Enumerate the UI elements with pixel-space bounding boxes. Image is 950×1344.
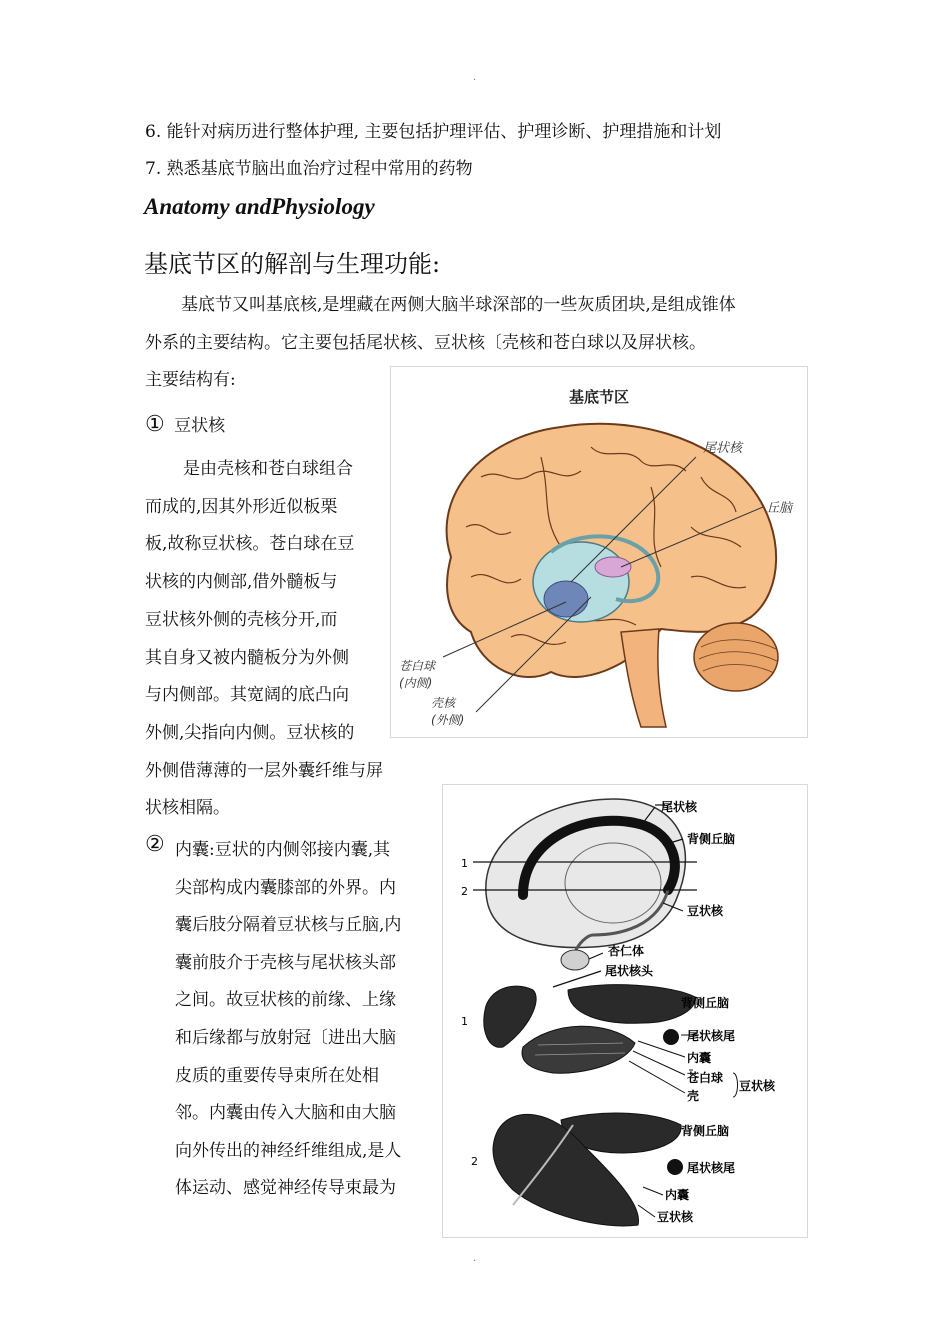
sections-illustration	[443, 785, 807, 1237]
item-1-heading	[145, 411, 225, 437]
item-1-line: 板,故称豆状核。苍白球在豆	[145, 534, 355, 555]
top-page-dot: .	[473, 72, 477, 83]
thalamus-shape	[595, 557, 631, 577]
label-dorsal-thalamus-b: 背侧丘脑	[681, 996, 730, 1010]
label-caudate-tail-c: 尾状核尾	[687, 1161, 736, 1175]
item-1-line: 其自身又被内髓板分为外侧	[145, 647, 349, 668]
globus-pallidus-shape	[544, 581, 588, 617]
heading-chinese: 基底节区的解剖与生理功能:	[144, 250, 441, 278]
item-1-line: 外侧借薄薄的一层外囊纤维与屏	[145, 760, 383, 781]
brainstem	[621, 629, 666, 727]
figure-1-title: 基底节区	[568, 388, 630, 406]
label-lentiform-b: 豆状核	[739, 1079, 776, 1093]
brain-illustration	[391, 367, 807, 737]
figure-basal-ganglia-sections	[442, 784, 808, 1238]
heading-english: Anatomy andPhysiology	[144, 194, 375, 219]
item-2-line: 邻。内囊由传入大脑和由大脑	[175, 1103, 396, 1124]
section1-lentiform	[522, 1026, 635, 1073]
intro-line-2: 外系的主要结构。它主要包括尾状核、豆状核〔壳核和苍白球以及屏状核。	[145, 332, 706, 353]
item-2-line: 囊后肢分隔着豆状核与丘脑,内	[175, 915, 402, 936]
label-internal-capsule: 内囊	[687, 1051, 712, 1065]
item-2-body	[175, 832, 433, 1208]
section1-caudate-tail	[663, 1029, 679, 1045]
item-2-line: 之间。故豆状核的前缘、上缘	[175, 990, 396, 1011]
label-dorsal-thalamus-c: 背侧丘脑	[681, 1124, 730, 1138]
section1-thalamus	[568, 985, 695, 1024]
item-1-line: 而成的,因其外形近似板栗	[145, 496, 338, 517]
item-2-marker: ②	[145, 832, 165, 857]
item-2-line: 向外传出的神经纤维组成,是人	[175, 1140, 402, 1161]
label-amygdala: 杏仁体	[608, 944, 645, 958]
label-globus-sub: (内侧)	[399, 676, 433, 690]
section-number-2b: 2	[471, 1155, 478, 1168]
label-putamen: 壳	[687, 1089, 700, 1103]
item-2-line: 体运动、感觉神经传导束最为	[175, 1178, 396, 1199]
item-1-line: 是由壳核和苍白球组合	[183, 459, 353, 479]
item-1-line: 豆状核外侧的壳核分开,而	[145, 609, 338, 630]
item-1-line: 状核的内侧部,借外髓板与	[145, 572, 338, 593]
label-thalamus: 丘脑	[766, 501, 793, 516]
label-putamen-sub: (外侧)	[431, 713, 465, 727]
list-item-6: 6. 能针对病历进行整体护理, 主要包括护理评估、护理诊断、护理措施和计划	[145, 122, 722, 142]
label-caudate: 尾状核	[703, 441, 743, 456]
list-item-7: 7. 熟悉基底节脑出血治疗过程中常用的药物	[145, 159, 473, 179]
item-2-line: 内囊:豆状的内侧邻接内囊,其	[175, 840, 391, 860]
item-1-line: 外侧,尖指向内侧。豆状核的	[145, 722, 355, 743]
section-number-1b: 1	[461, 1015, 468, 1028]
item-2-line: 囊前肢介于壳核与尾状核头部	[175, 952, 396, 973]
label-caudate-tail: 尾状核尾	[687, 1029, 736, 1043]
intro-line-1: 基底节又叫基底核,是埋藏在两侧大脑半球深部的一些灰质团块,是组成锥体	[181, 295, 736, 315]
section1-caudate-head	[484, 986, 536, 1047]
section2-caudate-tail	[667, 1159, 683, 1175]
label-caudate: 尾状核	[661, 800, 698, 814]
item-2-line: 皮质的重要传导束所在处相	[175, 1065, 379, 1086]
label-dorsal-thalamus: 背侧丘脑	[687, 832, 736, 846]
figure-basal-ganglia-brain	[390, 366, 808, 738]
label-lentiform-c: 豆状核	[657, 1210, 694, 1224]
item-1-marker: ①	[145, 412, 165, 437]
item-1-title: 豆状核	[174, 416, 226, 436]
structures-label: 主要结构有:	[145, 370, 236, 390]
label-internal-capsule-c: 内囊	[665, 1188, 690, 1202]
item-1-line: 与内侧部。其宽阔的底凸向	[145, 685, 349, 706]
label-lentiform: 豆状核	[687, 904, 724, 918]
section-number-1: 1	[461, 857, 468, 870]
amygdala-shape	[561, 950, 589, 970]
section-number-2: 2	[461, 885, 468, 898]
bottom-page-dot: .	[473, 1253, 477, 1264]
label-caudate-head: 尾状核头	[605, 964, 654, 978]
item-1-line: 状核相隔。	[145, 798, 230, 819]
item-1-body	[145, 451, 390, 828]
label-putamen: 壳核	[431, 696, 456, 710]
item-2-line: 和后缘都与放射冠〔进出大脑	[175, 1027, 396, 1048]
cerebellum	[694, 623, 778, 691]
label-globus-pallidus: 苍白球	[399, 659, 436, 673]
label-globus-pallidus: 苍白球	[687, 1071, 724, 1085]
item-2-line: 尖部构成内囊膝部的外界。内	[175, 877, 396, 898]
